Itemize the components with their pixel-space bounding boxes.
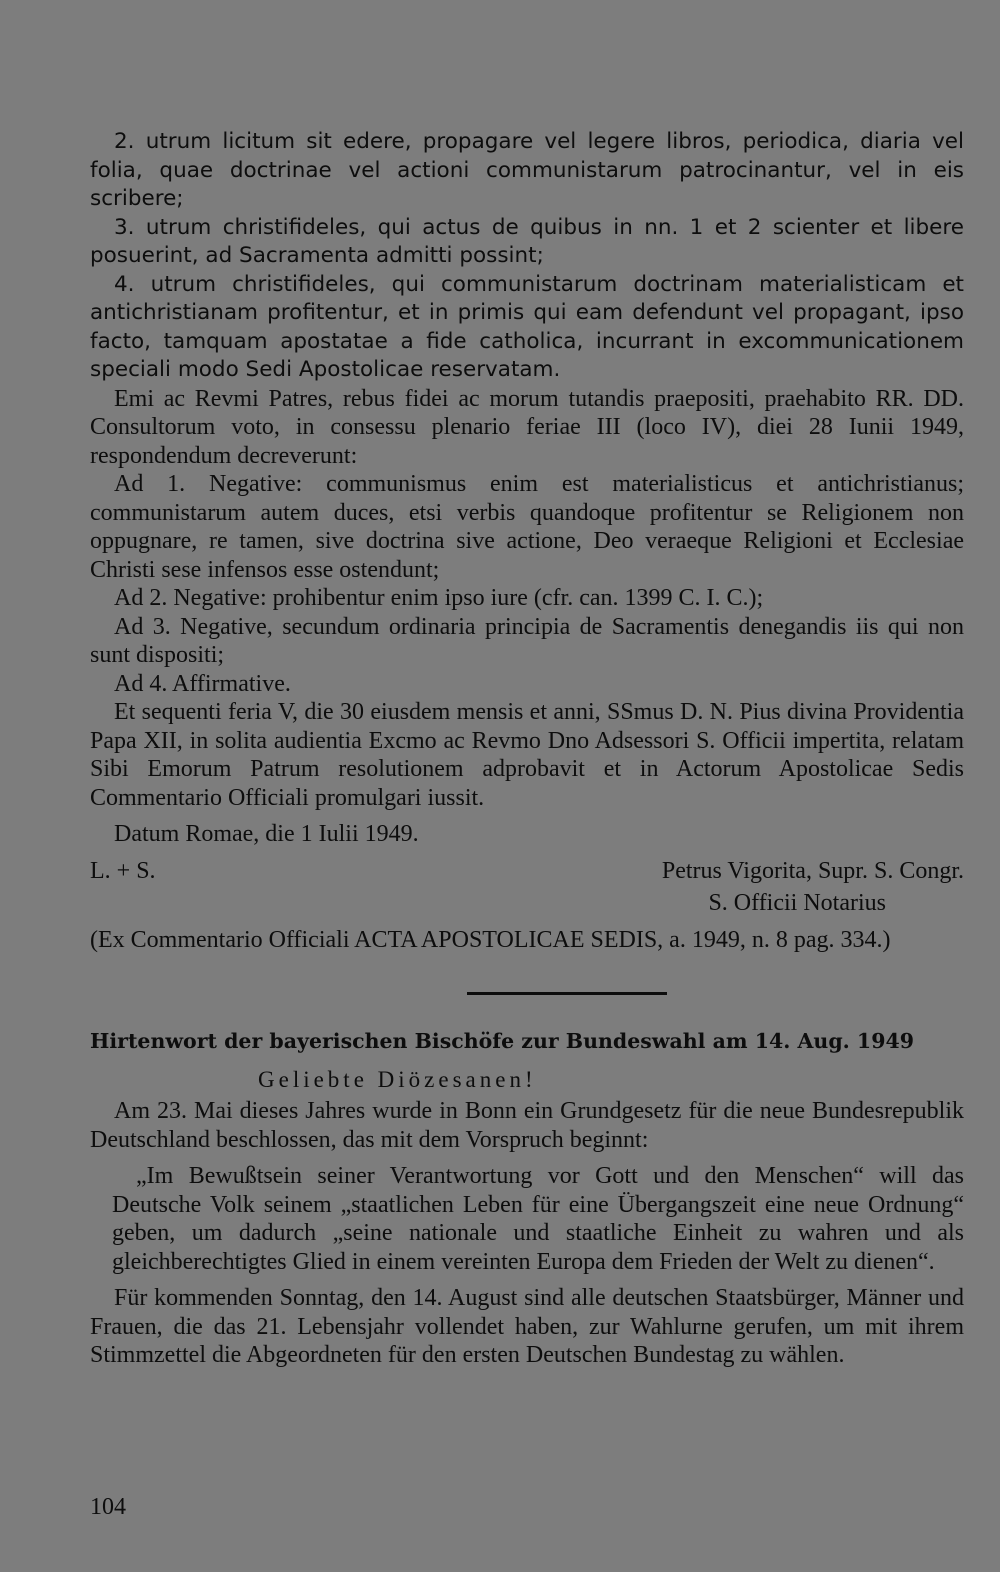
- quote-block: „Im Bewußtsein seiner Verantwortung vor Gott und den Menschen“ will das Deutsche Volk seinem „staatlichen Leben für eine Übergangszeit eine neue Ordnung“ geben, um dadurch „seine nationale und staatliche Einheit zu wahren und als gleichberechtigtes Glied in einem vereinten Europa dem Frieden der Welt zu dienen“.: [112, 1163, 964, 1275]
- paragraph-question-3: 3. utrum christifideles, qui actus de quibus in nn. 1 et 2 scienter et libere posuerint, ad Sacramenta admitti possint;: [90, 214, 964, 268]
- page-number: 104: [90, 1494, 126, 1520]
- paragraph-answer-2: Ad 2. Negative: prohibentur enim ipso iure (cfr. can. 1399 C. I. C.);: [114, 585, 764, 611]
- signature-row: [90, 855, 964, 888]
- signer-name: Petrus Vigorita, Supr. S. Congr.: [661, 857, 964, 884]
- signer-office: S. Officii Notarius: [708, 889, 886, 916]
- paragraph-question-2: 2. utrum licitum sit edere, propagare vel legere libros, periodica, diaria vel folia, quae doctrinae vel actioni communistarum patrocinantur, vel in eis scribere;: [90, 129, 964, 211]
- seal-mark: L. + S.: [90, 857, 156, 884]
- paragraph-fathers-decision: Emi ac Revmi Patres, rebus fidei ac morum tutandis praepositi, praehabito RR. DD. Consultorum voto, in consessu plenario feriae III (loco IV), diei 28 Iunii 1949, respondendum decreverunt:: [90, 385, 964, 469]
- dating-line: Datum Romae, die 1 Iulii 1949.: [114, 821, 419, 847]
- section-heading: Hirtenwort der bayerischen Bischöfe zur Bundeswahl am 14. Aug. 1949: [90, 1029, 914, 1053]
- source-note: (Ex Commentario Officiali ACTA APOSTOLICAE SEDIS, a. 1949, n. 8 pag. 334.): [90, 926, 891, 953]
- paragraph-answer-4: Ad 4. Affirmative.: [114, 670, 291, 697]
- paragraph-answer-1: Ad 1. Negative: communismus enim est materialisticus et antichristianus; communistarum autem duces, etsi verbis quandoque profitentur se Religionem non oppugnare, re tamen, sive doctrina sive actione, Deo veraeque Religioni et Ecclesiae Christi sese infensos esse ostendunt;: [90, 471, 964, 583]
- paragraph-answer-3: Ad 3. Negative, secundum ordinaria principia de Sacramentis denegandis iis qui non sunt dispositi;: [90, 613, 964, 668]
- section-divider: [467, 992, 667, 995]
- paragraph-approval: Et sequenti feria V, die 30 eiusdem mensis et anni, SSmus D. N. Pius divina Providentia Papa XII, in solita audientia Excmo ac Revmo Dno Adsessori S. Officii impertita, relatam Sibi Emorum Patrum resolutionem adprobavit et in Actorum Apostolicae Sedis Commentario Officiali promulgari iussit.: [90, 699, 964, 811]
- paragraph-election: Für kommenden Sonntag, den 14. August sind alle deutschen Staatsbürger, Männer und Frauen, die das 21. Lebensjahr vollendet haben, zur Wahlurne gerufen, um mit ihrem Stimmzettel die Abgeordneten für den ersten Deutschen Bundestag zu wählen.: [90, 1285, 964, 1368]
- paragraph-intro: Am 23. Mai dieses Jahres wurde in Bonn ein Grundgesetz für die neue Bundesrepublik Deutschland beschlossen, das mit dem Vorspruch beginnt:: [90, 1098, 964, 1153]
- document-page: [90, 128, 964, 1370]
- paragraph-question-4: 4. utrum christifideles, qui communistarum doctrinam materialisticam et antichristianam profitentur, et in primis qui eam defendunt vel propagant, ipso facto, tamquam apostatae a fide catholica, incurrant in excommunicationem speciali modo Sedi Apostolicae reservatam.: [90, 271, 964, 382]
- salutation: Geliebte Diözesanen!: [258, 1067, 537, 1092]
